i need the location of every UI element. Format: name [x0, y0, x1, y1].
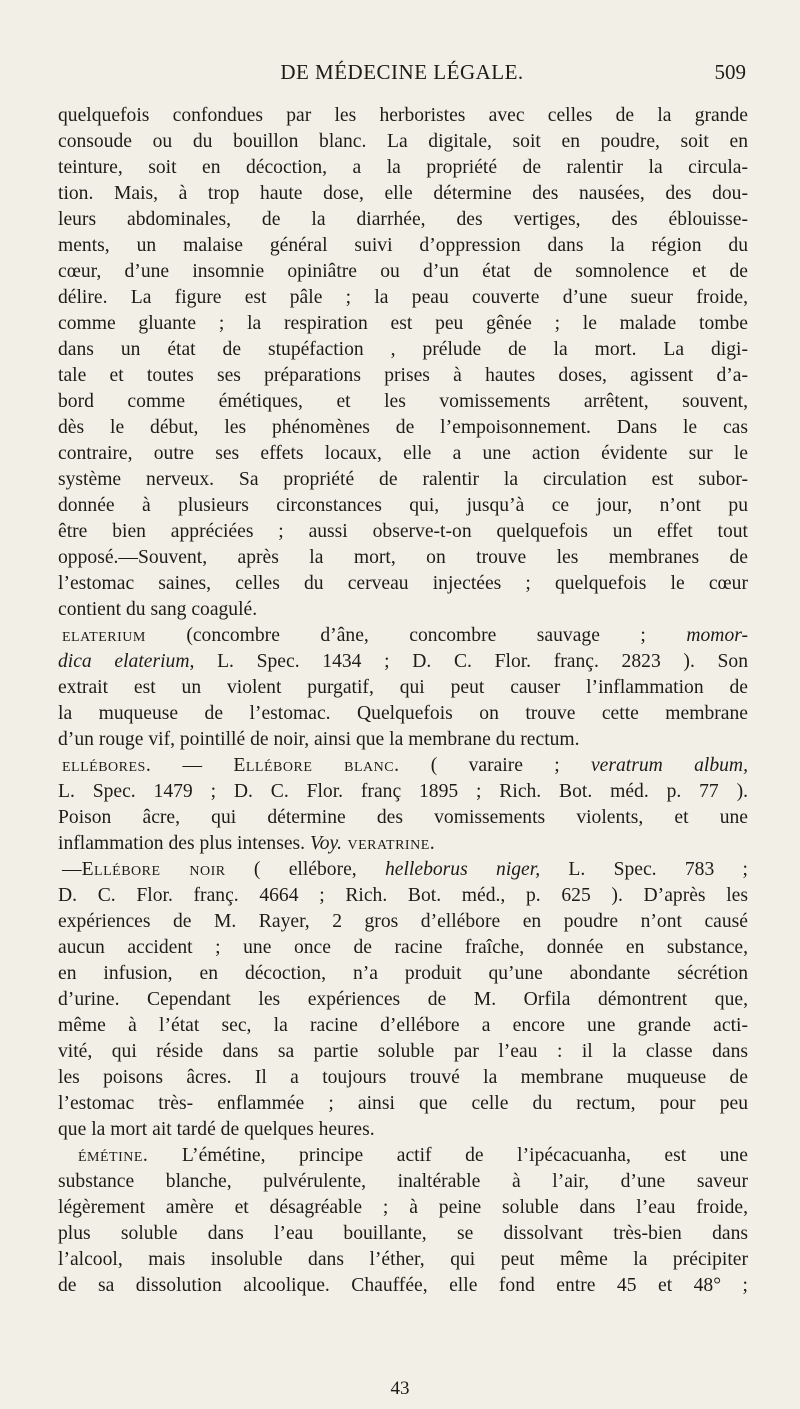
text-line: contient du sang coagulé. [58, 599, 258, 620]
entry-term-ellebores: ellébores. [62, 755, 152, 776]
text-line [58, 649, 748, 675]
entry-term-emetine: émétine. [78, 1145, 149, 1166]
running-title: DE MÉDECINE LÉGALE. [280, 60, 524, 84]
text-line: quelquefois confondues par les herboristes avec celles de la grande [58, 105, 748, 126]
text-line: D. C. Flor. franç. 4664 ; Rich. Bot. méd., p. 625 ). D’après les [58, 885, 748, 906]
entry-term-elaterium: elaterium [62, 625, 146, 646]
text-line: en infusion, en décoction, n’a produit qu’une abondante sécrétion [58, 963, 748, 984]
text-line: expériences de M. Rayer, 2 gros d’ellébore en poudre n’ont causé [58, 911, 748, 932]
text-line: être bien appréciées ; aussi observe-t-on quelquefois un effet tout [58, 521, 748, 542]
text-line [58, 831, 748, 857]
text-line: dans un état de stupéfaction , prélude de la mort. La digi- [58, 339, 748, 360]
text-line: dès le début, les phénomènes de l’empoisonnement. Dans le cas [58, 417, 748, 438]
signature-mark: 43 [390, 1378, 410, 1399]
text-line: l’estomac saines, celles du cerveau injectées ; quelquefois le cœur [58, 573, 748, 594]
elaterium-entry-line [58, 623, 748, 649]
body-text [58, 103, 748, 1299]
text-line: vité, qui réside dans sa partie soluble par l’eau : il la classe dans [58, 1041, 748, 1062]
page-number: 509 [714, 60, 746, 84]
text-line: substance blanche, pulvérulente, inaltérable à l’air, d’une saveur [58, 1171, 748, 1192]
text-line: L. Spec. 1479 ; D. C. Flor. franç 1895 ; Rich. Bot. méd. p. 77 ). [58, 781, 748, 802]
text-line: d’un rouge vif, pointillé de noir, ainsi que la membrane du rectum. [58, 729, 580, 750]
text-line: donnée à plusieurs circonstances qui, jusqu’à ce jour, n’ont pu [58, 495, 748, 516]
text-line: teinture, soit en décoction, a la propriété de ralentir la circula- [58, 157, 748, 178]
text-run: — [62, 859, 82, 880]
species-name: dica elaterium, [58, 651, 195, 672]
text-line: tale et toutes ses préparations prises à hautes doses, agissent d’a- [58, 365, 748, 386]
text-line: d’urine. Cependant les expériences de M. Orfila démontrent que, [58, 989, 748, 1010]
text-line: Poison âcre, qui détermine des vomissements violents, et une [58, 807, 748, 828]
text-run: — [151, 755, 234, 776]
text-run: ( varaire ; [399, 755, 591, 776]
text-line: tion. Mais, à trop haute dose, elle détermine des nausées, des dou- [58, 183, 748, 204]
text-line: opposé.—Souvent, après la mort, on trouve les membranes de [58, 547, 748, 568]
text-line: aucun accident ; une once de racine fraîche, donnée en substance, [58, 937, 748, 958]
species-name: helleborus niger, [385, 859, 541, 880]
emetine-entry-line [58, 1143, 748, 1169]
page-header [58, 60, 746, 88]
text-line: la muqueuse de l’estomac. Quelquefois on trouve cette membrane [58, 703, 748, 724]
text-run: L. Spec. 1434 ; D. C. Flor. franç. 2823 ). Son [194, 651, 749, 672]
species-name: momor- [686, 625, 748, 646]
species-name: veratrum album, [590, 755, 748, 776]
text-line: système nerveux. Sa propriété de ralentir la circulation est subor- [58, 469, 748, 490]
text-line: les poisons âcres. Il a toujours trouvé la membrane muqueuse de [58, 1067, 748, 1088]
cross-reference: Voy. [309, 833, 343, 854]
text-line: que la mort ait tardé de quelques heures. [58, 1119, 375, 1140]
text-line: plus soluble dans l’eau bouillante, se dissolvant très-bien dans [58, 1223, 748, 1244]
text-run: (concombre d’âne, concombre sauvage ; [145, 625, 687, 646]
text-line: leurs abdominales, de la diarrhée, des vertiges, des éblouisse- [58, 209, 748, 230]
text-line: bord comme émétiques, et les vomissements arrêtent, souvent, [58, 391, 748, 412]
ellebore-noir-line [58, 857, 748, 883]
subentry-term: Ellébore noir [81, 859, 226, 880]
text-line: délire. La figure est pâle ; la peau couverte d’une sueur froide, [58, 287, 748, 308]
text-line: contraire, outre ses effets locaux, elle a une action évidente sur le [58, 443, 748, 464]
text-line: l’estomac très- enflammée ; ainsi que celle du rectum, pour peu [58, 1093, 748, 1114]
text-run: L. Spec. 783 ; [540, 859, 748, 880]
ellebores-entry-line [58, 753, 748, 779]
text-run: L’émétine, principe actif de l’ipécacuanha, est une [148, 1145, 748, 1166]
text-line: l’alcool, mais insoluble dans l’éther, qui peut même la précipiter [58, 1249, 748, 1270]
text-line: cœur, d’une insomnie opiniâtre ou d’un état de somnolence et de [58, 261, 748, 282]
text-line: ments, un malaise général suivi d’oppression dans la région du [58, 235, 748, 256]
text-line: de sa dissolution alcoolique. Chauffée, elle fond entre 45 et 48° ; [58, 1275, 748, 1296]
text-line: légèrement amère et désagréable ; à peine soluble dans l’eau froide, [58, 1197, 748, 1218]
text-line: même à l’état sec, la racine d’ellébore a encore une grande acti- [58, 1015, 748, 1036]
text-line: extrait est un violent purgatif, qui peut causer l’inflammation de [58, 677, 748, 698]
cross-reference-term: veratrine. [342, 833, 436, 854]
subentry-term: Ellébore blanc. [233, 755, 400, 776]
text-line: comme gluante ; la respiration est peu gênée ; le malade tombe [58, 313, 748, 334]
text-run: ( ellébore, [225, 859, 385, 880]
text-line: consoude ou du bouillon blanc. La digitale, soit en poudre, soit en [58, 131, 748, 152]
text-run: inflammation des plus intenses. [58, 833, 310, 854]
